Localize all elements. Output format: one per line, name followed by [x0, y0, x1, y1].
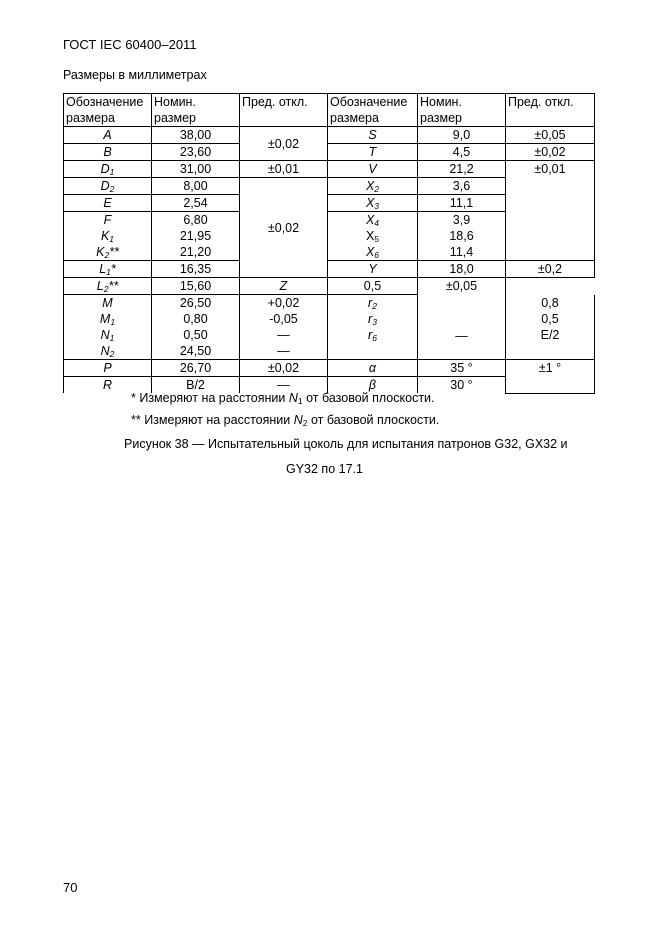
sym-r2: $r_2$ — [328, 295, 418, 312]
val-B: 23,60 — [152, 144, 240, 161]
val-E: 2,54 — [152, 195, 240, 212]
sym-K2: $K_2**$ — [64, 244, 152, 261]
col-nominal-2: Номин. размер — [418, 94, 506, 127]
table-row — [64, 327, 595, 343]
tol-alpha-beta: ±1 ° — [506, 360, 595, 394]
val-K1: 21,95 — [152, 228, 240, 244]
tol-N2: — — [240, 343, 328, 360]
footnote-2: ** Измеряют на расстоянии $N_2$ от базовой плоскости. — [131, 413, 440, 428]
tol-D1: ±0,01 — [240, 161, 328, 178]
tol-P: ±0,02 — [240, 360, 328, 377]
val-X2: 3,6 — [418, 178, 506, 195]
sym-X4: $X_4$ — [328, 212, 418, 229]
val-L2: 15,60 — [152, 278, 240, 295]
tol-N1: — — [240, 327, 328, 343]
val-N2: 24,50 — [152, 343, 240, 360]
sym-S: S — [328, 127, 418, 144]
val-M1: 0,80 — [152, 311, 240, 327]
table-row — [64, 311, 595, 327]
sym-N2: $N_2$ — [64, 343, 152, 360]
col-tolerance-2: Пред. откл. — [506, 94, 595, 127]
tol-Z-r6 — [418, 278, 506, 360]
val-V: 21,2 — [418, 161, 506, 178]
tol-Z: ±0,05 — [445, 279, 478, 293]
val-r6: E/2 — [506, 327, 595, 343]
sym-M1: $M_1$ — [64, 311, 152, 327]
tol-M-lower: -0,05 — [240, 311, 328, 327]
col-designation-1: Обозначение размера — [64, 94, 152, 127]
val-K2: 21,20 — [152, 244, 240, 261]
page-number: 70 — [63, 880, 78, 895]
sym-V: V — [328, 161, 418, 178]
table-row — [64, 278, 595, 295]
val-X6: 11,4 — [418, 244, 506, 261]
sym-K1: $K_1$ — [64, 228, 152, 244]
tol-R: — — [240, 377, 328, 394]
val-M: 26,50 — [152, 295, 240, 312]
tol-V-X6: ±0,01 — [506, 161, 595, 261]
sym-P: P — [64, 360, 152, 377]
val-N1: 0,50 — [152, 327, 240, 343]
tol-Y: ±0,2 — [506, 261, 595, 278]
sym-E: E — [64, 195, 152, 212]
val-beta: 30 ° — [418, 377, 506, 394]
val-X5: 18,6 — [418, 228, 506, 244]
sym-Z: Z — [240, 278, 328, 295]
tol-r6: — — [455, 329, 468, 343]
val-D1: 31,00 — [152, 161, 240, 178]
val-D2: 8,00 — [152, 178, 240, 195]
sym-R: R — [64, 377, 152, 394]
table-row — [64, 144, 595, 161]
sym-A: A — [64, 127, 152, 144]
sym-M: M — [64, 295, 152, 312]
table-row — [64, 360, 595, 377]
sym-X5: $X_5$ — [328, 228, 418, 244]
sym-D2: $D_2$ — [64, 178, 152, 195]
sym-alpha: α — [328, 360, 418, 377]
sym-X3: $X_3$ — [328, 195, 418, 212]
tol-A-B: ±0,02 — [240, 127, 328, 161]
dimensions-table — [63, 93, 595, 394]
val-A: 38,00 — [152, 127, 240, 144]
tol-T: ±0,02 — [506, 144, 595, 161]
sym-D1: $D_1$ — [64, 161, 152, 178]
tol-M-upper: +0,02 — [240, 295, 328, 312]
col-designation-2: Обозначение размера — [328, 94, 418, 127]
val-X3: 11,1 — [418, 195, 506, 212]
sym-L2: $L_2**$ — [64, 278, 152, 295]
val-Y: 18,0 — [418, 261, 506, 278]
val-X4: 3,9 — [418, 212, 506, 229]
table-row — [64, 343, 595, 360]
sym-r6: $r_6$ — [328, 327, 418, 343]
val-T: 4,5 — [418, 144, 506, 161]
sym-L1: $L_1*$ — [64, 261, 152, 278]
table-row — [64, 127, 595, 144]
sym-beta: β — [328, 377, 418, 394]
tol-D2-L2: ±0,02 — [240, 178, 328, 278]
sym-X2: $X_2$ — [328, 178, 418, 195]
table-row — [64, 261, 595, 278]
val-P: 26,70 — [152, 360, 240, 377]
val-F: 6,80 — [152, 212, 240, 229]
sym-T: T — [328, 144, 418, 161]
val-r3: 0,5 — [506, 311, 595, 327]
table-row — [64, 161, 595, 178]
figure-caption-line2: GY32 по 17.1 — [286, 462, 363, 476]
footnote-1: * Измеряют на расстоянии $N_1$ от базовой плоскости. — [131, 391, 435, 406]
val-S: 9,0 — [418, 127, 506, 144]
document-header: ГОСТ IEC 60400–2011 — [63, 37, 197, 52]
figure-caption-line1: Рисунок 38 — Испытательный цоколь для испытания патронов G32, GX32 и — [124, 437, 568, 451]
col-tolerance-1: Пред. откл. — [240, 94, 328, 127]
val-R: B/2 — [152, 377, 240, 394]
val-Z: 0,5 — [328, 278, 418, 295]
empty-cell — [328, 343, 418, 360]
units-note: Размеры в миллиметрах — [63, 68, 207, 82]
val-r2: 0,8 — [506, 295, 595, 312]
sym-B: B — [64, 144, 152, 161]
val-L1: 16,35 — [152, 261, 240, 278]
val-alpha: 35 ° — [418, 360, 506, 377]
sym-N1: $N_1$ — [64, 327, 152, 343]
tol-S: ±0,05 — [506, 127, 595, 144]
table-header-row — [64, 94, 595, 127]
sym-Y: Y — [328, 261, 418, 278]
empty-cell — [506, 343, 595, 360]
table-row — [64, 295, 595, 312]
sym-F: F — [64, 212, 152, 229]
col-nominal-1: Номин. размер — [152, 94, 240, 127]
sym-X6: $X_6$ — [328, 244, 418, 261]
sym-r3: $r_3$ — [328, 311, 418, 327]
